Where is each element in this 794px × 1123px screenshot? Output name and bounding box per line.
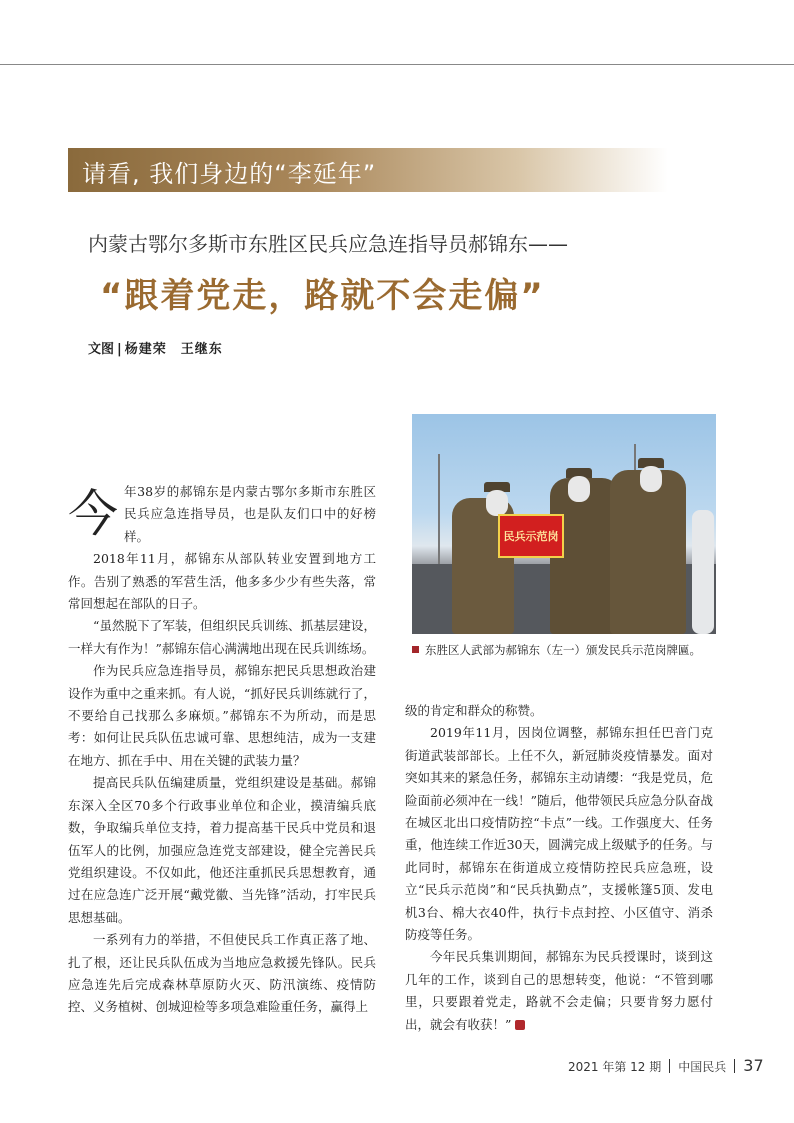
- byline: [88, 338, 223, 357]
- article-headline: “跟着党走，路就不会走偏”: [100, 276, 545, 316]
- byline-authors: 杨建荣 王继东: [124, 342, 223, 357]
- drop-cap: 今: [68, 485, 118, 543]
- body-column-left: [68, 481, 376, 1019]
- footer-divider: [669, 1059, 670, 1073]
- soldier-face: [486, 490, 508, 516]
- soldier-face: [568, 476, 590, 502]
- byline-separator: |: [117, 342, 122, 357]
- bystander-figure: [692, 510, 714, 634]
- paragraph: [405, 946, 713, 1036]
- plaque-text: 民兵示范岗: [503, 530, 559, 543]
- paragraph: 提高民兵队伍编建质量，党组织建设是基础。郝锦东深入全区70多个行政事业单位和企业，摸清编兵底数，争取编兵单位支持，着力提高基干民兵中党员和退伍军人的比例，加强应急连党支部建设，健全完善民兵党组织建设。不仅如此，他还注重抓民兵思想教育，通过在应急连广泛开展“戴党徽、当先锋”活动，打牢民兵思想基础。: [68, 775, 376, 925]
- paragraph: 级的肯定和群众的称赞。: [405, 703, 543, 718]
- paragraph-text: 年38岁的郝锦东是内蒙古鄂尔多斯市东胜区民兵应急连指导员，也是队友们口中的好榜样。: [124, 484, 376, 544]
- paragraph: 作为民兵应急连指导员，郝锦东把民兵思想政治建设作为重中之重来抓。有人说，“抓好民兵训练就行了，不要给自己找那么多麻烦。”郝锦东不为所动，而是思考：如何让民兵队伍忠诚可靠、思想纯洁，成为一支建在地方、抓在手中、用在关键的武装力量？: [68, 663, 376, 768]
- honor-plaque: [498, 514, 564, 558]
- end-mark-icon: [515, 1020, 525, 1030]
- paragraph: “虽然脱下了军装，但组织民兵训练、抓基层建设，一样大有作为！”郝锦东信心满满地出现在民兵训练场。: [68, 618, 376, 656]
- photo-caption-text: 东胜区人武部为郝锦东（左一）颁发民兵示范岗牌匾。: [425, 643, 701, 657]
- byline-label: 文图: [88, 342, 115, 357]
- soldier-face: [640, 466, 662, 492]
- paragraph-text: 今年民兵集训期间，郝锦东为民兵授课时，谈到这几年的工作，谈到自己的思想转变，他说：“不管到哪里，只要跟着党走，路就不会走偏；只要肯努力愿付出，就会有收获！”: [405, 949, 713, 1032]
- paragraph: [68, 481, 376, 548]
- photo-caption: [412, 642, 701, 658]
- lamp-pole: [438, 454, 440, 564]
- page-footer: [568, 1056, 764, 1075]
- article-photo: [412, 414, 716, 634]
- paragraph: 一系列有力的举措，不但使民兵工作真正落了地、扎了根，还让民兵队伍成为当地应急救援先锋队。民兵应急连先后完成森林草原防火灭、防汛演练、疫情防控、义务植树、创城迎检等多项急难险重任务，赢得上: [68, 932, 376, 1015]
- article-kicker: 内蒙古鄂尔多斯市东胜区民兵应急连指导员郝锦东——: [88, 232, 568, 256]
- section-banner-title: 请看, 我们身边的“李延年”: [82, 160, 377, 188]
- section-banner: [68, 148, 668, 192]
- page-number: 37: [743, 1056, 764, 1075]
- soldier-figure: [610, 470, 686, 634]
- caption-marker-icon: [412, 646, 419, 653]
- paragraph: 2018年11月，郝锦东从部队转业安置到地方工作。告别了熟悉的军营生活，他多多少少有些失落，常常回想起在部队的日子。: [68, 551, 376, 612]
- issue-label: 2021 年第 12 期: [568, 1060, 662, 1074]
- body-column-right: [405, 700, 713, 1036]
- paragraph: 2019年11月，因岗位调整，郝锦东担任巴音门克街道武装部部长。上任不久，新冠肺炎疫情暴发。面对突如其来的紧急任务，郝锦东主动请缨：“我是党员，危险面前必须冲在一线！”随后，他带领民兵应急分队奋战在城区北出口疫情防控“卡点”一线。工作强度大、任务重，他连续工作近30天，圆满完成上级赋予的任务。与此同时，郝锦东在街道成立疫情防控民兵应急班，设立“民兵示范岗”和“民兵执勤点”，支援帐篷5顶、发电机3台、棉大衣40件，执行卡点封控、小区值守、消杀防疫等任务。: [405, 725, 713, 943]
- top-rule: [0, 64, 794, 65]
- footer-divider: [734, 1059, 735, 1073]
- magazine-name: 中国民兵: [678, 1060, 727, 1074]
